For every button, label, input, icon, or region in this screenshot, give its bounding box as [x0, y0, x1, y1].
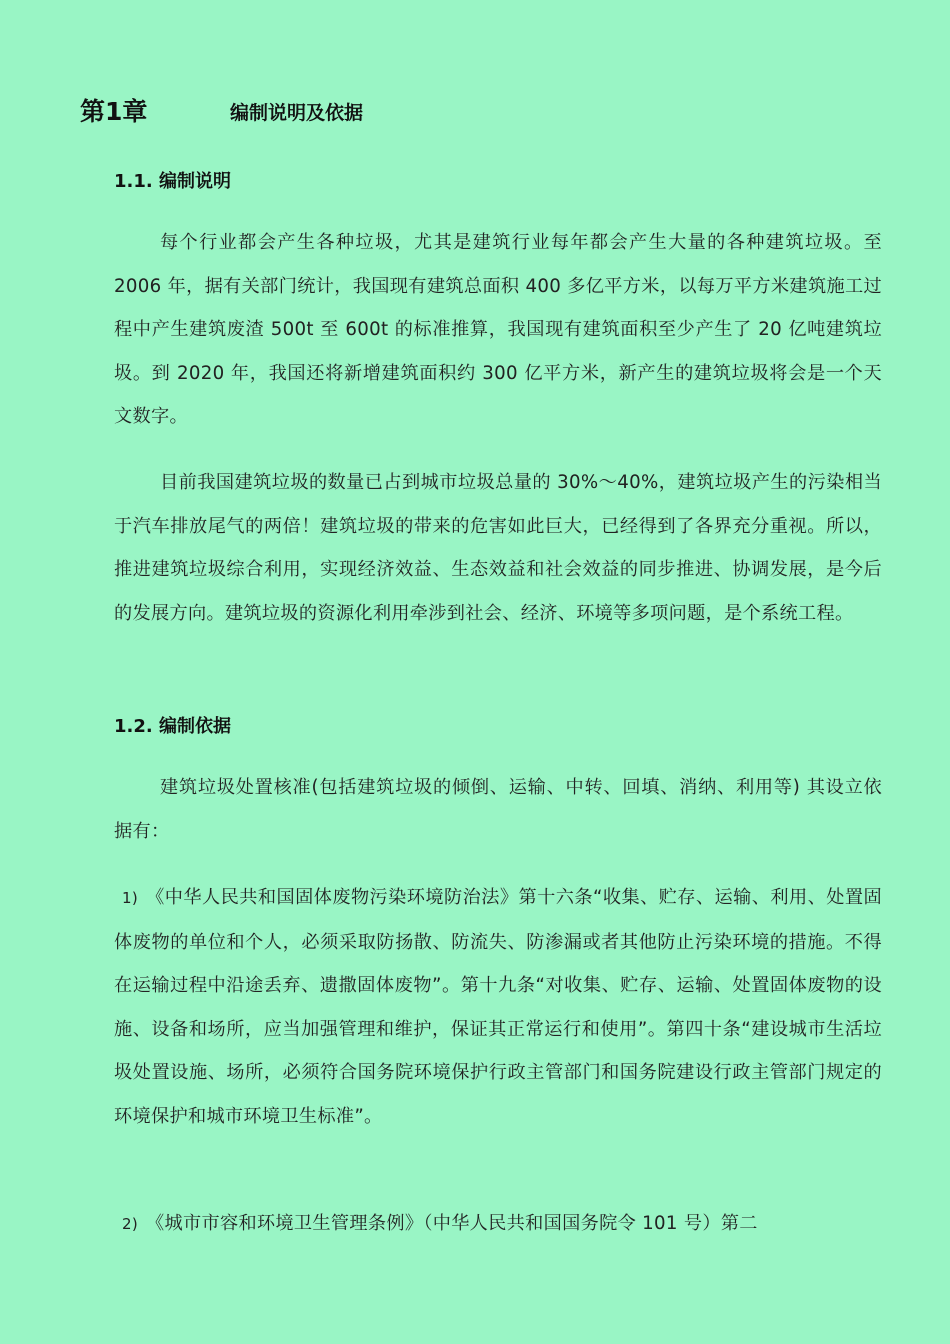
list-item-number: 1)	[122, 889, 138, 907]
paragraph-intro: 建筑垃圾处置核准(包括建筑垃圾的倾倒、运输、中转、回填、消纳、利用等) 其设立依据有：	[114, 777, 882, 842]
list-item-text: 《城市市容和环境卫生管理条例》（中华人民共和国国务院令 101 号）第二	[146, 1213, 758, 1234]
section-heading-1-1: 1.1. 编制说明	[114, 171, 231, 192]
section-heading-1-2: 1.2. 编制依据	[114, 716, 231, 737]
list-item	[114, 1202, 882, 1247]
list-item-number: 2)	[122, 1215, 138, 1233]
chapter-header	[80, 92, 880, 132]
paragraph-1: 每个行业都会产生各种垃圾，尤其是建筑行业每年都会产生大量的各种建筑垃圾。至 2006 年，据有关部门统计，我国现有建筑总面积 400 多亿平方米，以每万平方米建筑施工过程中产生建筑废渣 500t 至 600t 的标准推算，我国现有建筑面积至少产生了 20 亿吨建筑垃圾。到 2020 年，我国还将新增建筑面积约 300 亿平方米，新产生的建筑垃圾将会是一个天文数字。	[114, 232, 882, 427]
list-item	[114, 876, 882, 1138]
chapter-title: 编制说明及依据	[230, 102, 364, 124]
list-item-text: 《中华人民共和国固体废物污染环境防治法》第十六条“收集、贮存、运输、利用、处置固体废物的单位和个人，必须采取防扬散、防流失、防渗漏或者其他防止污染环境的措施。不得在运输过程中沿途丢弃、遗撒固体废物”。第十九条“对收集、贮存、运输、处置固体废物的设施、设备和场所，应当加强管理和维护，保证其正常运行和使用”。第四十条“建设城市生活垃圾处置设施、场所，必须符合国务院环境保护行政主管部门和国务院建设行政主管部门规定的环境保护和城市环境卫生标准”。	[114, 887, 882, 1127]
paragraph-2: 目前我国建筑垃圾的数量已占到城市垃圾总量的 30%～40%，建筑垃圾产生的污染相当于汽车排放尾气的两倍！建筑垃圾的带来的危害如此巨大，已经得到了各界充分重视。所以，推进建筑垃圾综合利用，实现经济效益、生态效益和社会效益的同步推进、协调发展，是今后的发展方向。建筑垃圾的资源化利用牵涉到社会、经济、环境等多项问题，是个系统工程。	[114, 472, 882, 624]
chapter-number: 第1章	[80, 97, 148, 126]
